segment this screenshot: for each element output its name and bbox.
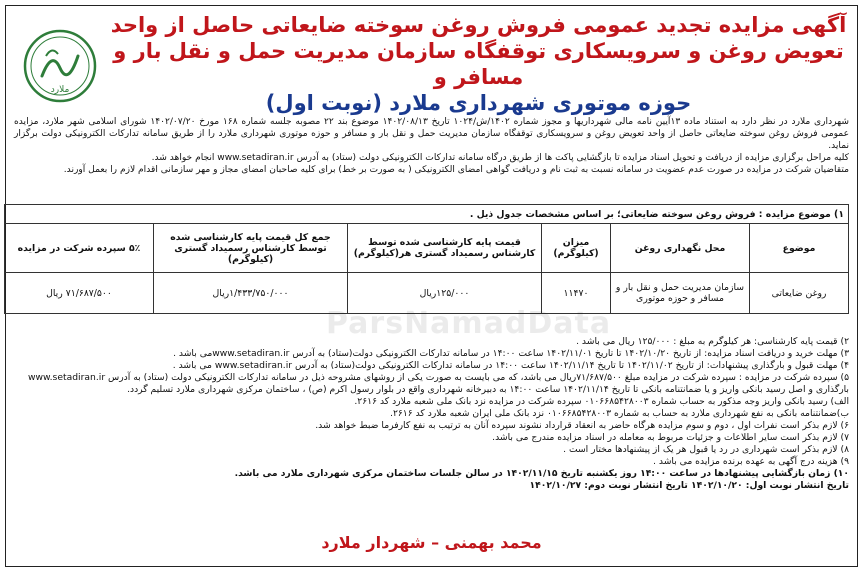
- header-unit-price: قیمت پایه کارشناسی شده توسط کارشناس رسمیداد گستری هر(کیلوگرم): [348, 224, 542, 273]
- notice-page: [5, 5, 858, 567]
- cell-location: سازمان مدیریت حمل و نقل بار و مسافر و حوزه موتوری: [611, 273, 750, 314]
- mayor-signature: محمد بهمنی – شهردار ملارد: [321, 533, 542, 552]
- title-line-2: تعویض روغن و سرویسکاری توقفگاه سازمان مدیریت حمل و نقل بار و مسافر و: [113, 39, 844, 89]
- term-7: ۷) لازم بذکر است سایر اطلاعات و جزئیات مربوط به معامله در اسناد مزایده مندرج می باشد.: [492, 432, 849, 443]
- header-location: محل نگهداری روغن: [611, 224, 750, 273]
- intro-paragraph-1: شهرداری ملارد در نظر دارد به استناد ماده ۱۳آیین نامه مالی شهرداریها و مجوز شماره ۱۴۰۲/ش/۱۰۲۴ تاریخ ۱۴۰۲/۰۸/۱۳ موضوع بند ۲۲ مصوبه جلسه شماره ۱۶۸ مورخ ۱۴۰۲/۰۷/۲۰ شورای اسلامی شهر ملارد، مزایده عمومی فروش روغن سوخته ضایعاتی حاصل از واحد تعویض روغن و سرویسکاری توقفگاه سازمان مدیریت حمل و نقل بار و مسافر و حوزه موتوری شهرداری ملارد را از طریق سامانه تدارکات الکترونیکی دولت برگزار نماید.: [14, 117, 849, 151]
- term-3: ۳) مهلت خرید و دریافت اسناد مزایده: از تاریخ ۱۴۰۲/۱۰/۲۰ تا تاریخ ۱۴۰۲/۱۱/۰۱ ساعت ۱۴:۰۰ در سامانه تدارکات الکترونیکی دولت(ستاد) به آدرس www.setadiran.irمی باشد .: [173, 348, 849, 359]
- cell-quantity: ۱۱۴۷۰: [542, 273, 611, 314]
- term-6: ۶) لازم بذکر است نفرات اول ، دوم و سوم مزایده هرگاه حاضر به انعقاد قرارداد نشوند سپرده آنان به ترتیب به نفع کارفرما ضبط خواهد شد.: [315, 420, 849, 431]
- term-5a: الف) رسید بانکی واریز وجه مذکور به حساب شماره ۰۱۰۶۶۸۵۴۲۸۰۰۳ سپرده شرکت در مزایده نزد بانک ملی شعبه ملارد کد ۲۶۱۶.: [354, 396, 849, 407]
- watermark: ParsNamadData: [326, 306, 612, 341]
- cell-unit-price: ۱۲۵/۰۰۰ریال: [348, 273, 542, 314]
- logo-text: ملارد: [50, 85, 70, 95]
- publication-dates: تاریخ انتشار نوبت اول: ۱۴۰۲/۱۰/۲۰ تاریخ انتشار نوبت دوم: ۱۴۰۲/۱۰/۲۷: [529, 480, 849, 491]
- mallard-municipality-logo: [22, 28, 98, 104]
- cell-subject: روغن ضایعاتی: [750, 273, 849, 314]
- notice-title: [110, 12, 847, 116]
- header-deposit: ۵٪ سپرده شرکت در مزایده: [5, 224, 154, 273]
- term-9: ۹) هزینه درج آگهی به عهده برنده مزایده می باشد .: [653, 456, 849, 467]
- header-total-price: جمع کل قیمت پایه کارشناسی شده توسط کارشناس رسمیداد گستری (کیلوگرم): [154, 224, 348, 273]
- term-5b: ب)ضمانتنامه بانکی به نفع شهرداری ملارد به حساب به شماره ۰۱۰۶۶۸۵۴۲۸۰۰۳ نزد بانک ملی ایران شعبه ملارد کد ۲۶۱۶.: [390, 408, 849, 419]
- auction-items-table: [4, 204, 849, 314]
- intro-paragraph-3: متقاضیان شرکت در مزایده در صورت عدم عضویت در سامانه نسبت به ثبت نام و دریافت گواهی امضای الکترونیکی ( به صورت بر خط) برای کلیه صاحبان امضای مجاز و مهر سازمانی اقدام لازم را بعمل آورند.: [63, 165, 849, 175]
- header-subject: موضوع: [750, 224, 849, 273]
- header-quantity: میزان (کیلوگرم): [542, 224, 611, 273]
- cell-deposit: ۷۱/۶۸۷/۵۰۰ ریال: [5, 273, 154, 314]
- term-8: ۸) لازم بذکر است شهرداری در رد یا قبول هر یک از پیشنهادها مختار است .: [563, 444, 849, 455]
- term-5: ۵) سپرده شرکت در مزایده : سپرده شرکت در مزایده مبلغ ۷۱/۶۸۷/۵۰۰ریال می باشد، که می بایست به صورت یکی از روشهای مشروحه ذیل در سامانه تدارکات الکترونیکی دولت (ستاد) به آدرس www.setadiran.ir بارگذاری و اصل رسید بانکی واریز و یا ضمانتنامه بانکی تا تاریخ ۱۴۰۲/۱۱/۱۴ ساعت ۱۴:۰۰ به دبیرخانه شهرداری واقع در بلوار رسول اکرم (ص) ، ساختمان مرکزی شهرداری ملارد تسلیم گردد.: [27, 372, 849, 395]
- term-10: ۱۰) زمان بازگشایی پیشنهادها در ساعت ۱۴:۰۰ روز یکشنبه تاریخ ۱۴۰۲/۱۱/۱۵ در سالن جلسات ساختمان مرکزی شهرداری ملارد می باشد.: [234, 468, 849, 479]
- intro-text: [14, 116, 849, 176]
- title-line-3: حوزه موتوری شهرداری ملارد (نوبت اول): [265, 91, 692, 115]
- table-caption: ۱) موضوع مزایده : فروش روغن سوخته ضایعاتی؛ بر اساس مشخصات جدول ذیل .: [5, 205, 849, 224]
- term-2: ۲) قیمت پایه کارشناسی: هر کیلوگرم به مبلغ : ۱۲۵/۰۰۰ ریال می باشد .: [576, 336, 849, 347]
- title-line-1: آگهی مزایده تجدید عمومی فروش روغن سوخته ضایعاتی حاصل از واحد: [110, 13, 847, 37]
- intro-paragraph-2: کلیه مراحل برگزاری مزایده از دریافت و تحویل اسناد مزایده تا بازگشایی پاکت ها از طریق درگاه سامانه تدارکات الکترونیکی دولت (ستاد) به آدرس www.setadiran.ir انجام خواهد شد.: [151, 153, 849, 163]
- terms-list: [14, 336, 849, 492]
- term-4: ۴) مهلت قبول و بارگذاری پیشنهادات: از تاریخ ۱۴۰۲/۱۱/۰۲ تا تاریخ ۱۴۰۲/۱۱/۱۴ ساعت ۱۴:۰۰ در سامانه تدارکات الکترونیکی دولت(ستاد) به آدرس www.setadiran.ir می باشد .: [172, 360, 849, 371]
- cell-total-price: ۱/۴۳۳/۷۵۰/۰۰۰ریال: [154, 273, 348, 314]
